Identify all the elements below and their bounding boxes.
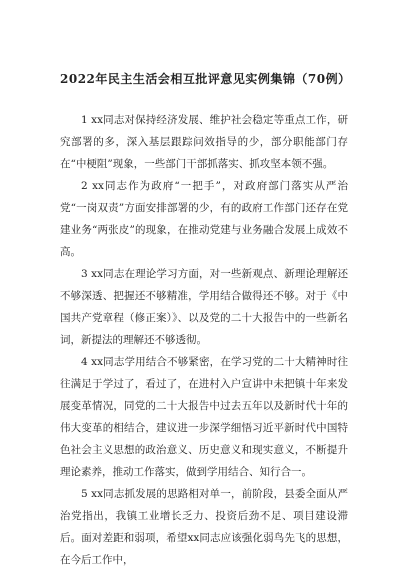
paragraph-3: 3 xx同志在理论学习方面，对一些新观点、新理论理解还不够深透、把握还不够精准，学用结合做得还不够。对于《中国共产党章程（修正案）》、以及党的二十大报告中的一些新名词，新提法的理解还不够透彻。	[60, 268, 348, 346]
paragraph-1: 1 xx同志对保持经济发展、维护社会稳定等重点工作，研究部署的多，深入基层跟踪问效指导的少，部分职能部门存在“中梗阻”现象，一些部门干部抓落实、抓攻坚本领不强。	[60, 114, 348, 170]
paragraph-4: 4 xx同志学用结合不够紧密，在学习党的二十大精神时往往满足于学过了，看过了，在进村入户宣讲中未把镇十年来发展变革情况，同党的二十大报告中过去五年以及新时代十年的伟大变革的相结合，建议进一步深学细悟习近平新时代中国特色社会主义思想的政治意义、历史意义和现实意义，不断提升理论素养，推动工作落实，做到学用结合、知行合一。	[60, 356, 348, 478]
document-title: 2022年民主生活会相互批评意见实例集锦（70例）	[60, 72, 351, 86]
paragraph-2: 2 xx同志作为政府“一把手”，对政府部门落实从严治党“一岗双责”方面安排部署的少，有的政府工作部门还存在党建业务“两张皮”的现象，在推动党建与业务融合发展上成效不高。	[60, 180, 348, 258]
paragraph-5: 5 xx同志抓发展的思路相对单一，前阶段，县委全面从严治党指出，我镇工业增长乏力、投资后劲不足、项目建设滞后。面对差距和弱项，希望xx同志应该强化弱鸟先飞的思想，在今后工作中，	[60, 488, 348, 566]
